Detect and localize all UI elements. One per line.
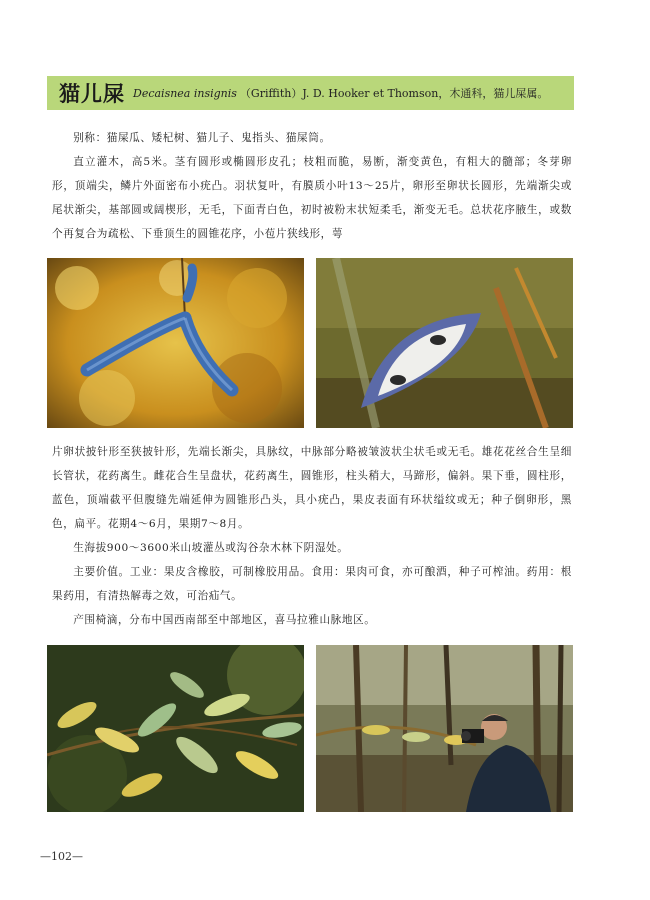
species-title: 猫儿屎 bbox=[59, 82, 125, 106]
photo-leaves bbox=[47, 645, 304, 812]
authority: （Griffith）J. D. Hooker et Thomson， bbox=[239, 87, 450, 100]
species-header-bar bbox=[47, 76, 574, 110]
alias-paragraph: 别称：猫屎瓜、矮杞树、猫儿子、鬼指头、猫屎筒。 bbox=[73, 132, 331, 144]
description-paragraph: 直立灌木，高5米。茎有圆形或椭圆形皮孔；枝粗而脆，易断，渐变黄色，有粗大的髓部；冬芽卵形，顶端尖，鳞片外面密布小疣凸。羽状复叶，有膜质小叶13～25片，卵形至卵状长圆形，先端渐尖或尾状渐尖，基部圆或阔楔形，无毛，下面青白色，初时被粉末状短柔毛，渐变无毛。总状花序腋生，或数个再复合为疏松、下垂顶生的圆锥花序，小苞片狭线形，萼 bbox=[52, 156, 572, 240]
photo-fruit-pods bbox=[47, 258, 304, 428]
flower-fruit-paragraph: 片卵状披针形至狭披针形，先端长渐尖，具脉纹，中脉部分略被皱波状尘状毛或无毛。雄花花丝合生呈细长管状，花药离生。雌花合生呈盘状，花药离生，圆锥形，柱头稍大，马蹄形，偏斜。果下垂，圆柱形，蓝色，顶端截平但腹缝先端延伸为圆锥形凸头，具小疣凸，果皮表面有环状缢纹或无；种子倒卵形，黑色，扁平。花期4～6月，果期7～8月。 bbox=[52, 446, 572, 530]
photo-photographer bbox=[316, 645, 573, 812]
latin-name: Decaisnea insignis bbox=[133, 86, 237, 100]
value-paragraph: 主要价值。工业：果皮含橡胶，可制橡胶用品。食用：果肉可食，亦可酿酒，种子可榨油。药用：根果药用，有清热解毒之效，可治疝气。 bbox=[52, 566, 572, 602]
photo-opened-fruit bbox=[316, 258, 573, 428]
page-number: —102— bbox=[40, 850, 83, 863]
distribution-paragraph: 产围椅滴，分布中国西南部至中部地区，喜马拉雅山脉地区。 bbox=[73, 614, 376, 626]
habitat-paragraph: 生海拔900～3600米山坡灌丛或沟谷杂木林下阴湿处。 bbox=[73, 542, 349, 554]
family-genus: 木通科，猫儿屎属。 bbox=[449, 87, 549, 100]
